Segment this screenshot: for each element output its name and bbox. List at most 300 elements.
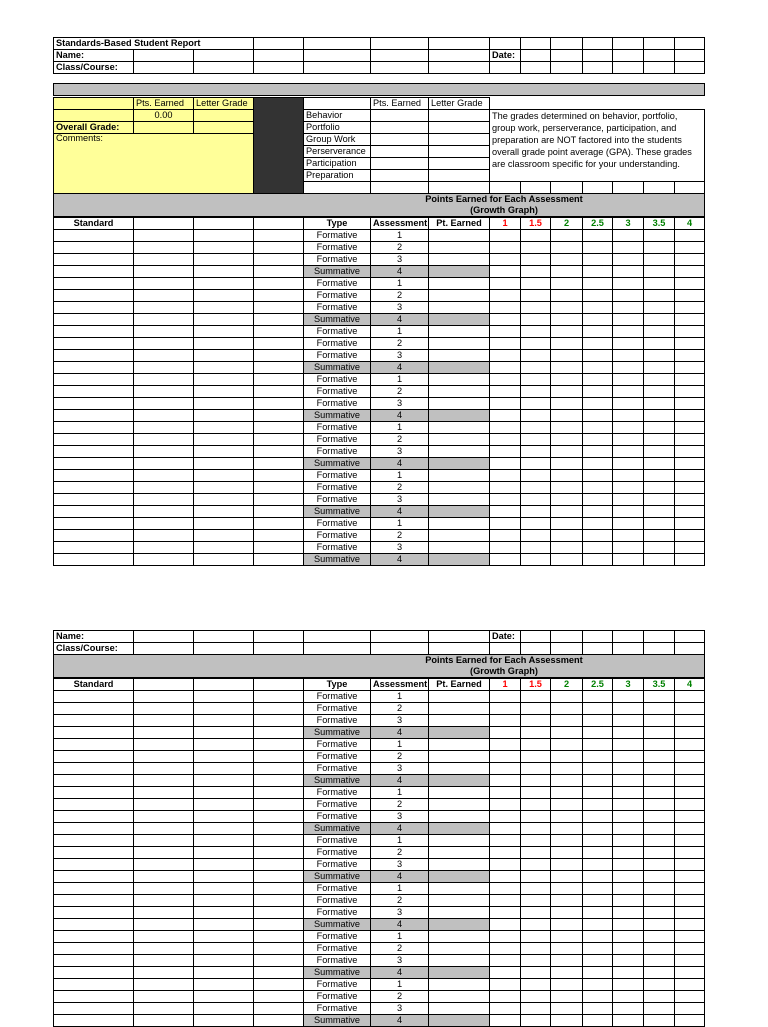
growth-graph-cell[interactable] — [551, 859, 583, 871]
blank-cell[interactable] — [254, 338, 304, 350]
growth-graph-cell[interactable] — [521, 919, 551, 931]
growth-graph-cell[interactable] — [644, 266, 675, 278]
growth-graph-cell[interactable] — [551, 518, 583, 530]
standard-cell[interactable] — [54, 883, 134, 895]
growth-graph-cell[interactable] — [521, 410, 551, 422]
blank-cell[interactable] — [254, 290, 304, 302]
growth-graph-cell[interactable] — [613, 919, 644, 931]
pt-earned-cell[interactable] — [429, 775, 490, 787]
growth-graph-cell[interactable] — [490, 799, 521, 811]
growth-graph-cell[interactable] — [583, 703, 613, 715]
growth-graph-cell[interactable] — [551, 314, 583, 326]
blank-cell[interactable] — [134, 931, 194, 943]
blank-cell[interactable] — [254, 847, 304, 859]
growth-graph-cell[interactable] — [644, 470, 675, 482]
growth-graph-cell[interactable] — [644, 362, 675, 374]
growth-graph-cell[interactable] — [613, 811, 644, 823]
growth-graph-cell[interactable] — [583, 931, 613, 943]
growth-graph-cell[interactable] — [583, 871, 613, 883]
growth-graph-cell[interactable] — [583, 1015, 613, 1027]
growth-graph-cell[interactable] — [644, 254, 675, 266]
growth-graph-cell[interactable] — [490, 763, 521, 775]
blank-cell[interactable] — [134, 991, 194, 1003]
growth-graph-cell[interactable] — [675, 703, 705, 715]
blank-cell[interactable] — [194, 494, 254, 506]
growth-graph-cell[interactable] — [613, 691, 644, 703]
growth-graph-cell[interactable] — [644, 314, 675, 326]
growth-graph-cell[interactable] — [644, 775, 675, 787]
blank-cell[interactable] — [194, 871, 254, 883]
blank-cell[interactable] — [134, 386, 194, 398]
blank-cell[interactable] — [134, 835, 194, 847]
growth-graph-cell[interactable] — [490, 494, 521, 506]
blank-cell[interactable] — [194, 518, 254, 530]
standard-cell[interactable] — [54, 799, 134, 811]
growth-graph-cell[interactable] — [613, 799, 644, 811]
pt-earned-cell[interactable] — [429, 506, 490, 518]
growth-graph-cell[interactable] — [583, 919, 613, 931]
blank-cell[interactable] — [194, 326, 254, 338]
growth-graph-cell[interactable] — [490, 703, 521, 715]
growth-graph-cell[interactable] — [613, 326, 644, 338]
growth-graph-cell[interactable] — [613, 314, 644, 326]
growth-graph-cell[interactable] — [521, 883, 551, 895]
growth-graph-cell[interactable] — [551, 943, 583, 955]
blank-cell[interactable] — [254, 254, 304, 266]
growth-graph-cell[interactable] — [613, 895, 644, 907]
standard-cell[interactable] — [54, 955, 134, 967]
standard-cell[interactable] — [54, 943, 134, 955]
growth-graph-cell[interactable] — [675, 446, 705, 458]
growth-graph-cell[interactable] — [490, 314, 521, 326]
blank-cell[interactable] — [194, 727, 254, 739]
blank-cell[interactable] — [254, 242, 304, 254]
name-field[interactable] — [134, 631, 194, 643]
pt-earned-cell[interactable] — [429, 410, 490, 422]
blank-cell[interactable] — [254, 823, 304, 835]
growth-graph-cell[interactable] — [644, 919, 675, 931]
growth-graph-cell[interactable] — [521, 458, 551, 470]
growth-graph-cell[interactable] — [521, 338, 551, 350]
growth-graph-cell[interactable] — [583, 787, 613, 799]
growth-graph-cell[interactable] — [551, 434, 583, 446]
blank-cell[interactable] — [254, 751, 304, 763]
growth-graph-cell[interactable] — [644, 811, 675, 823]
growth-graph-cell[interactable] — [583, 362, 613, 374]
growth-graph-cell[interactable] — [583, 1003, 613, 1015]
standard-cell[interactable] — [54, 979, 134, 991]
pt-earned-cell[interactable] — [429, 422, 490, 434]
growth-graph-cell[interactable] — [613, 775, 644, 787]
blank-cell[interactable] — [194, 823, 254, 835]
standard-cell[interactable] — [54, 554, 134, 566]
blank-cell[interactable] — [194, 907, 254, 919]
growth-graph-cell[interactable] — [613, 883, 644, 895]
growth-graph-cell[interactable] — [644, 386, 675, 398]
growth-graph-cell[interactable] — [583, 266, 613, 278]
growth-graph-cell[interactable] — [521, 871, 551, 883]
blank-cell[interactable] — [134, 338, 194, 350]
blank-cell[interactable] — [134, 362, 194, 374]
growth-graph-cell[interactable] — [521, 859, 551, 871]
growth-graph-cell[interactable] — [675, 907, 705, 919]
growth-graph-cell[interactable] — [551, 242, 583, 254]
blank-cell[interactable] — [254, 350, 304, 362]
category-grade-field[interactable] — [429, 158, 490, 170]
growth-graph-cell[interactable] — [521, 374, 551, 386]
growth-graph-cell[interactable] — [675, 835, 705, 847]
growth-graph-cell[interactable] — [521, 1003, 551, 1015]
blank-cell[interactable] — [134, 470, 194, 482]
growth-graph-cell[interactable] — [521, 530, 551, 542]
blank-cell[interactable] — [194, 230, 254, 242]
growth-graph-cell[interactable] — [490, 979, 521, 991]
growth-graph-cell[interactable] — [583, 470, 613, 482]
blank-cell[interactable] — [194, 374, 254, 386]
growth-graph-cell[interactable] — [613, 763, 644, 775]
blank-cell[interactable] — [254, 1015, 304, 1027]
growth-graph-cell[interactable] — [583, 242, 613, 254]
growth-graph-cell[interactable] — [675, 1015, 705, 1027]
growth-graph-cell[interactable] — [675, 518, 705, 530]
blank-cell[interactable] — [254, 919, 304, 931]
growth-graph-cell[interactable] — [490, 542, 521, 554]
growth-graph-cell[interactable] — [613, 751, 644, 763]
growth-graph-cell[interactable] — [490, 434, 521, 446]
growth-graph-cell[interactable] — [644, 494, 675, 506]
blank-cell[interactable] — [134, 703, 194, 715]
growth-graph-cell[interactable] — [490, 446, 521, 458]
growth-graph-cell[interactable] — [551, 290, 583, 302]
pt-earned-cell[interactable] — [429, 787, 490, 799]
growth-graph-cell[interactable] — [521, 991, 551, 1003]
growth-graph-cell[interactable] — [521, 494, 551, 506]
growth-graph-cell[interactable] — [613, 859, 644, 871]
growth-graph-cell[interactable] — [490, 470, 521, 482]
growth-graph-cell[interactable] — [490, 350, 521, 362]
growth-graph-cell[interactable] — [551, 871, 583, 883]
growth-graph-cell[interactable] — [551, 422, 583, 434]
growth-graph-cell[interactable] — [583, 386, 613, 398]
class-field[interactable] — [134, 643, 194, 655]
blank-cell[interactable] — [254, 518, 304, 530]
growth-graph-cell[interactable] — [551, 715, 583, 727]
growth-graph-cell[interactable] — [521, 278, 551, 290]
blank-cell[interactable] — [194, 1003, 254, 1015]
blank-cell[interactable] — [254, 278, 304, 290]
growth-graph-cell[interactable] — [583, 446, 613, 458]
growth-graph-cell[interactable] — [521, 242, 551, 254]
growth-graph-cell[interactable] — [613, 434, 644, 446]
pt-earned-cell[interactable] — [429, 835, 490, 847]
growth-graph-cell[interactable] — [583, 482, 613, 494]
pt-earned-cell[interactable] — [429, 446, 490, 458]
growth-graph-cell[interactable] — [613, 727, 644, 739]
pt-earned-cell[interactable] — [429, 386, 490, 398]
growth-graph-cell[interactable] — [521, 931, 551, 943]
growth-graph-cell[interactable] — [551, 727, 583, 739]
category-grade-field[interactable] — [429, 110, 490, 122]
growth-graph-cell[interactable] — [613, 458, 644, 470]
growth-graph-cell[interactable] — [521, 1015, 551, 1027]
blank-cell[interactable] — [194, 763, 254, 775]
standard-cell[interactable] — [54, 823, 134, 835]
pt-earned-cell[interactable] — [429, 715, 490, 727]
growth-graph-cell[interactable] — [675, 482, 705, 494]
growth-graph-cell[interactable] — [521, 787, 551, 799]
growth-graph-cell[interactable] — [583, 422, 613, 434]
pt-earned-cell[interactable] — [429, 799, 490, 811]
growth-graph-cell[interactable] — [583, 458, 613, 470]
growth-graph-cell[interactable] — [521, 895, 551, 907]
growth-graph-cell[interactable] — [583, 727, 613, 739]
blank-cell[interactable] — [194, 691, 254, 703]
standard-cell[interactable] — [54, 847, 134, 859]
growth-graph-cell[interactable] — [644, 542, 675, 554]
growth-graph-cell[interactable] — [490, 1003, 521, 1015]
growth-graph-cell[interactable] — [490, 895, 521, 907]
growth-graph-cell[interactable] — [583, 530, 613, 542]
blank-cell[interactable] — [254, 374, 304, 386]
growth-graph-cell[interactable] — [583, 943, 613, 955]
growth-graph-cell[interactable] — [583, 883, 613, 895]
blank-cell[interactable] — [254, 482, 304, 494]
growth-graph-cell[interactable] — [490, 362, 521, 374]
growth-graph-cell[interactable] — [644, 482, 675, 494]
blank-cell[interactable] — [254, 494, 304, 506]
standard-cell[interactable] — [54, 691, 134, 703]
growth-graph-cell[interactable] — [551, 398, 583, 410]
pt-earned-cell[interactable] — [429, 955, 490, 967]
growth-graph-cell[interactable] — [644, 751, 675, 763]
blank-cell[interactable] — [194, 242, 254, 254]
growth-graph-cell[interactable] — [583, 374, 613, 386]
blank-cell[interactable] — [194, 302, 254, 314]
growth-graph-cell[interactable] — [644, 302, 675, 314]
date-field[interactable] — [521, 50, 551, 62]
standard-cell[interactable] — [54, 907, 134, 919]
growth-graph-cell[interactable] — [644, 506, 675, 518]
growth-graph-cell[interactable] — [613, 931, 644, 943]
growth-graph-cell[interactable] — [551, 278, 583, 290]
growth-graph-cell[interactable] — [644, 715, 675, 727]
growth-graph-cell[interactable] — [490, 715, 521, 727]
blank-cell[interactable] — [134, 506, 194, 518]
growth-graph-cell[interactable] — [675, 542, 705, 554]
growth-graph-cell[interactable] — [521, 314, 551, 326]
blank-cell[interactable] — [134, 434, 194, 446]
growth-graph-cell[interactable] — [551, 506, 583, 518]
blank-cell[interactable] — [194, 386, 254, 398]
growth-graph-cell[interactable] — [613, 1015, 644, 1027]
blank-cell[interactable] — [254, 931, 304, 943]
blank-cell[interactable] — [194, 703, 254, 715]
growth-graph-cell[interactable] — [644, 422, 675, 434]
growth-graph-cell[interactable] — [490, 907, 521, 919]
growth-graph-cell[interactable] — [521, 967, 551, 979]
growth-graph-cell[interactable] — [644, 823, 675, 835]
growth-graph-cell[interactable] — [551, 739, 583, 751]
blank-cell[interactable] — [194, 458, 254, 470]
blank-cell[interactable] — [194, 751, 254, 763]
blank-cell[interactable] — [134, 823, 194, 835]
growth-graph-cell[interactable] — [521, 266, 551, 278]
growth-graph-cell[interactable] — [644, 991, 675, 1003]
blank-cell[interactable] — [194, 446, 254, 458]
blank-cell[interactable] — [134, 290, 194, 302]
growth-graph-cell[interactable] — [644, 554, 675, 566]
standard-cell[interactable] — [54, 386, 134, 398]
blank-cell[interactable] — [194, 398, 254, 410]
pt-earned-cell[interactable] — [429, 703, 490, 715]
growth-graph-cell[interactable] — [675, 799, 705, 811]
blank-cell[interactable] — [194, 979, 254, 991]
growth-graph-cell[interactable] — [583, 835, 613, 847]
growth-graph-cell[interactable] — [583, 434, 613, 446]
standard-cell[interactable] — [54, 494, 134, 506]
blank-cell[interactable] — [194, 1015, 254, 1027]
growth-graph-cell[interactable] — [644, 410, 675, 422]
blank-cell[interactable] — [134, 799, 194, 811]
growth-graph-cell[interactable] — [551, 931, 583, 943]
growth-graph-cell[interactable] — [583, 338, 613, 350]
growth-graph-cell[interactable] — [521, 554, 551, 566]
growth-graph-cell[interactable] — [644, 943, 675, 955]
growth-graph-cell[interactable] — [551, 919, 583, 931]
blank-cell[interactable] — [134, 326, 194, 338]
standard-cell[interactable] — [54, 1015, 134, 1027]
name-field[interactable] — [134, 50, 194, 62]
growth-graph-cell[interactable] — [675, 919, 705, 931]
growth-graph-cell[interactable] — [613, 422, 644, 434]
growth-graph-cell[interactable] — [583, 691, 613, 703]
growth-graph-cell[interactable] — [613, 446, 644, 458]
blank-cell[interactable] — [134, 811, 194, 823]
growth-graph-cell[interactable] — [644, 350, 675, 362]
growth-graph-cell[interactable] — [644, 326, 675, 338]
growth-graph-cell[interactable] — [583, 811, 613, 823]
growth-graph-cell[interactable] — [490, 554, 521, 566]
growth-graph-cell[interactable] — [613, 787, 644, 799]
growth-graph-cell[interactable] — [644, 691, 675, 703]
standard-cell[interactable] — [54, 338, 134, 350]
growth-graph-cell[interactable] — [613, 542, 644, 554]
standard-cell[interactable] — [54, 374, 134, 386]
growth-graph-cell[interactable] — [490, 338, 521, 350]
growth-graph-cell[interactable] — [613, 871, 644, 883]
growth-graph-cell[interactable] — [675, 530, 705, 542]
growth-graph-cell[interactable] — [551, 326, 583, 338]
growth-graph-cell[interactable] — [551, 230, 583, 242]
pt-earned-cell[interactable] — [429, 230, 490, 242]
growth-graph-cell[interactable] — [613, 835, 644, 847]
blank-cell[interactable] — [134, 919, 194, 931]
growth-graph-cell[interactable] — [644, 979, 675, 991]
growth-graph-cell[interactable] — [521, 703, 551, 715]
growth-graph-cell[interactable] — [551, 362, 583, 374]
pt-earned-cell[interactable] — [429, 967, 490, 979]
growth-graph-cell[interactable] — [490, 811, 521, 823]
growth-graph-cell[interactable] — [613, 955, 644, 967]
blank-cell[interactable] — [254, 775, 304, 787]
blank-cell[interactable] — [194, 943, 254, 955]
standard-cell[interactable] — [54, 530, 134, 542]
growth-graph-cell[interactable] — [583, 955, 613, 967]
blank-cell[interactable] — [194, 410, 254, 422]
growth-graph-cell[interactable] — [583, 895, 613, 907]
blank-cell[interactable] — [254, 835, 304, 847]
pt-earned-cell[interactable] — [429, 554, 490, 566]
growth-graph-cell[interactable] — [490, 290, 521, 302]
blank-cell[interactable] — [194, 362, 254, 374]
blank-cell[interactable] — [254, 763, 304, 775]
growth-graph-cell[interactable] — [613, 530, 644, 542]
growth-graph-cell[interactable] — [490, 410, 521, 422]
growth-graph-cell[interactable] — [521, 386, 551, 398]
blank-cell[interactable] — [194, 739, 254, 751]
growth-graph-cell[interactable] — [613, 470, 644, 482]
category-pts-field[interactable] — [371, 110, 429, 122]
growth-graph-cell[interactable] — [613, 739, 644, 751]
growth-graph-cell[interactable] — [644, 763, 675, 775]
pt-earned-cell[interactable] — [429, 1003, 490, 1015]
blank-cell[interactable] — [134, 350, 194, 362]
pt-earned-cell[interactable] — [429, 482, 490, 494]
growth-graph-cell[interactable] — [644, 907, 675, 919]
growth-graph-cell[interactable] — [490, 230, 521, 242]
growth-graph-cell[interactable] — [583, 398, 613, 410]
blank-cell[interactable] — [194, 955, 254, 967]
blank-cell[interactable] — [134, 482, 194, 494]
growth-graph-cell[interactable] — [490, 398, 521, 410]
growth-graph-cell[interactable] — [521, 775, 551, 787]
growth-graph-cell[interactable] — [551, 494, 583, 506]
blank-cell[interactable] — [194, 278, 254, 290]
standard-cell[interactable] — [54, 446, 134, 458]
pt-earned-cell[interactable] — [429, 943, 490, 955]
growth-graph-cell[interactable] — [675, 787, 705, 799]
growth-graph-cell[interactable] — [613, 242, 644, 254]
blank-cell[interactable] — [254, 398, 304, 410]
growth-graph-cell[interactable] — [521, 955, 551, 967]
blank-cell[interactable] — [254, 542, 304, 554]
standard-cell[interactable] — [54, 715, 134, 727]
growth-graph-cell[interactable] — [644, 799, 675, 811]
blank-cell[interactable] — [134, 847, 194, 859]
growth-graph-cell[interactable] — [583, 350, 613, 362]
blank-cell[interactable] — [254, 883, 304, 895]
blank-cell[interactable] — [254, 991, 304, 1003]
growth-graph-cell[interactable] — [613, 967, 644, 979]
growth-graph-cell[interactable] — [675, 326, 705, 338]
growth-graph-cell[interactable] — [644, 835, 675, 847]
blank-cell[interactable] — [134, 446, 194, 458]
category-pts-field[interactable] — [371, 146, 429, 158]
growth-graph-cell[interactable] — [675, 751, 705, 763]
pt-earned-cell[interactable] — [429, 931, 490, 943]
growth-graph-cell[interactable] — [644, 847, 675, 859]
growth-graph-cell[interactable] — [551, 979, 583, 991]
growth-graph-cell[interactable] — [490, 386, 521, 398]
blank-cell[interactable] — [254, 871, 304, 883]
growth-graph-cell[interactable] — [583, 859, 613, 871]
growth-graph-cell[interactable] — [521, 434, 551, 446]
growth-graph-cell[interactable] — [675, 979, 705, 991]
pt-earned-cell[interactable] — [429, 338, 490, 350]
growth-graph-cell[interactable] — [521, 254, 551, 266]
blank-cell[interactable] — [254, 955, 304, 967]
growth-graph-cell[interactable] — [644, 895, 675, 907]
